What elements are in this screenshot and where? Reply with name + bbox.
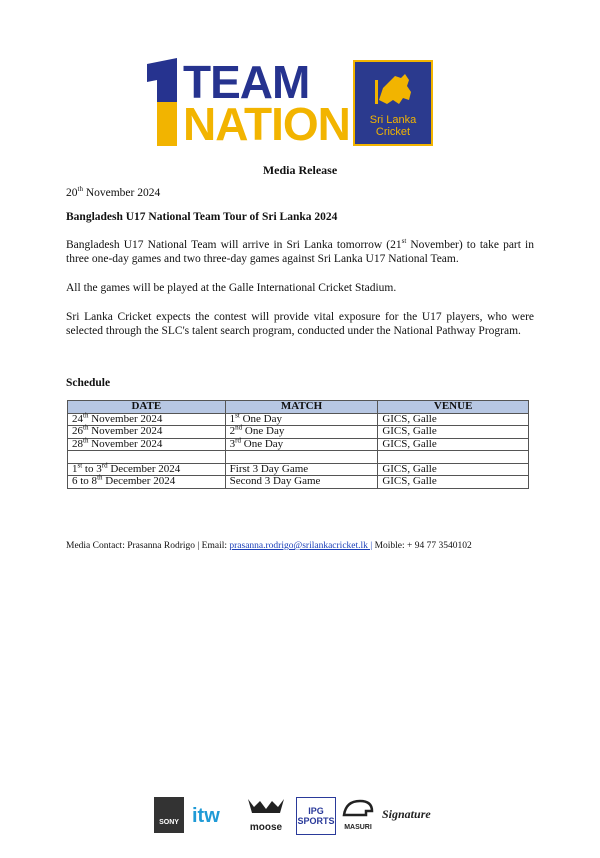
moose-logo — [244, 797, 288, 833]
match-part: One Day — [241, 437, 284, 450]
moose-antler-icon — [244, 797, 288, 817]
masuri-logo-text: MASURI — [344, 824, 372, 831]
schedule-label: Schedule — [66, 377, 111, 389]
team-nation-logo — [143, 58, 435, 148]
date-part: 6 to 8 — [72, 475, 98, 487]
cell-venue: GICS, Galle — [378, 413, 529, 426]
date-part: to 3 — [82, 462, 102, 475]
header-venue: VENUE — [378, 401, 529, 414]
date-sup: th — [97, 473, 103, 482]
cell-match: Second 3 Day Game — [225, 476, 378, 489]
date-suffix: th — [77, 185, 83, 194]
date-part: November 2024 — [88, 412, 163, 425]
media-contact-line — [66, 541, 472, 551]
date-part: 26 — [72, 425, 83, 437]
para1-text-a: Bangladesh U17 National Team will arrive in Sri Lanka tomorrow (21 — [66, 239, 402, 251]
ipg-logo-text: IPG SPORTS — [297, 806, 335, 826]
date-sup: th — [83, 435, 89, 444]
table-row — [68, 426, 529, 439]
cell-match — [225, 451, 378, 464]
sponsor-logos — [150, 797, 450, 837]
cell-venue: GICS, Galle — [378, 463, 529, 476]
date-sup: th — [83, 423, 89, 432]
cell-match — [225, 435, 378, 451]
cell-match — [225, 423, 378, 439]
schedule-header-row — [68, 401, 529, 414]
cell-venue: GICS, Galle — [378, 438, 529, 451]
cell-date — [68, 410, 226, 426]
match-part: One Day — [242, 425, 285, 437]
cell-venue — [378, 451, 529, 464]
match-sup: nd — [235, 423, 243, 432]
date-part: 28 — [72, 437, 83, 450]
ipg-sports-logo — [296, 797, 336, 835]
page-title: Media Release — [262, 163, 338, 177]
signature-logo — [382, 797, 444, 833]
paragraph-exposure: Sri Lanka Cricket expects the contest will provide vital exposure for the U17 players, who were selected through the SLC's talent search program, conducted under the National Pathway Program. — [66, 311, 534, 337]
signature-logo-text: Signature — [382, 807, 431, 821]
match-sup: st — [235, 410, 240, 419]
date-part: December 2024 — [107, 462, 181, 475]
sony-logo-text: SONY — [159, 819, 179, 826]
itw-logo-text: itw — [192, 805, 220, 827]
table-row — [68, 413, 529, 426]
match-part: One Day — [239, 412, 282, 425]
badge-text-line2: Cricket — [375, 126, 411, 138]
date-sup: th — [83, 410, 89, 419]
header-date: DATE — [68, 401, 226, 414]
contact-prefix: Media Contact: Prasanna Rodrigo | Email: — [66, 541, 230, 551]
para1-sup: st — [401, 237, 407, 246]
table-row — [68, 463, 529, 476]
sony-logo — [154, 797, 184, 833]
para1-text-b: November) to take part in three one-day games and two three-day games against Sri Lanka U17 National Team. — [66, 239, 534, 265]
sri-lanka-cricket-badge — [353, 60, 433, 146]
contact-suffix: Moible: + 94 77 3540102 — [372, 541, 472, 551]
date-part: 1 — [72, 462, 78, 475]
headline: Bangladesh U17 National Team Tour of Sri Lanka 2024 — [66, 211, 338, 223]
date-part: November 2024 — [88, 425, 163, 437]
cell-match: First 3 Day Game — [225, 463, 378, 476]
cell-date — [68, 451, 226, 464]
cell-venue: GICS, Galle — [378, 476, 529, 489]
cell-match — [225, 410, 378, 426]
match-part: 1 — [229, 412, 236, 425]
header-match: MATCH — [225, 401, 378, 414]
logo-team-word: TEAM — [183, 56, 310, 108]
date-sup: rd — [101, 460, 108, 469]
cell-date — [68, 473, 226, 489]
cell-date — [68, 423, 226, 439]
contact-email-link[interactable]: prasanna.rodrigo@srilankacricket.lk | — [229, 541, 373, 551]
paragraph-venue: All the games will be played at the Galle International Cricket Stadium. — [66, 282, 397, 294]
cell-date — [68, 435, 226, 451]
date-part: November 2024 — [88, 437, 163, 450]
lion-icon — [373, 70, 417, 110]
cell-date — [68, 460, 226, 476]
match-part: 3 — [229, 437, 236, 450]
release-date — [66, 187, 534, 201]
schedule-table — [67, 400, 529, 489]
table-row — [68, 438, 529, 451]
match-part: 2 — [229, 425, 236, 437]
table-row — [68, 476, 529, 489]
masuri-helmet-icon — [340, 797, 376, 819]
date-part: 24 — [72, 412, 83, 425]
match-sup: rd — [235, 435, 242, 444]
date-rest: November 2024 — [82, 187, 161, 199]
logo-nation-word: NATION — [183, 98, 350, 150]
badge-text-line1: Sri Lanka — [369, 114, 417, 126]
itw-logo — [192, 797, 238, 833]
cell-venue: GICS, Galle — [378, 426, 529, 439]
date-sup: st — [77, 460, 83, 469]
table-row-empty — [68, 451, 529, 464]
moose-logo-text: moose — [249, 822, 283, 833]
date-day: 20 — [66, 187, 78, 199]
paragraph-arrival — [66, 239, 534, 266]
masuri-logo — [340, 797, 376, 833]
date-part: December 2024 — [102, 475, 176, 487]
